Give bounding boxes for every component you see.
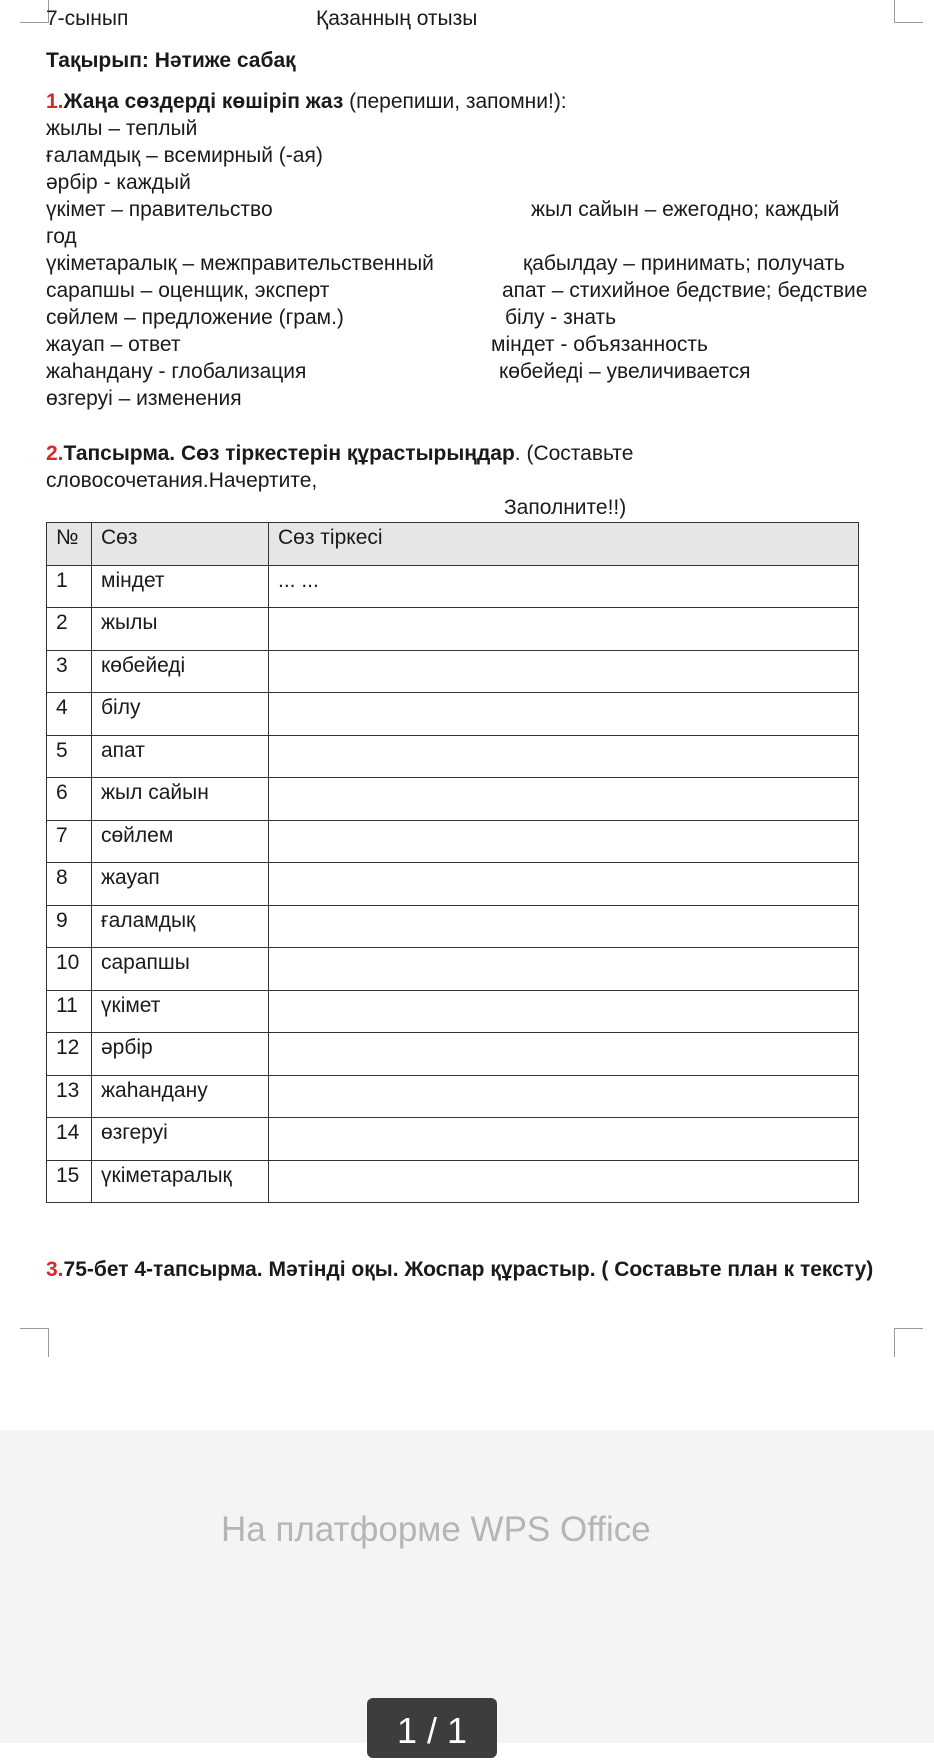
row-number: 2 [47,608,92,651]
table-row [47,735,859,778]
row-number: 11 [47,990,92,1033]
row-word: жаһандану [92,1075,269,1118]
table-row [47,948,859,991]
page-indicator[interactable]: 1 / 1 [367,1698,497,1758]
table-row [47,693,859,736]
vocabulary-table [46,522,859,1203]
table-row [47,608,859,651]
row-word: үкіметаралық [92,1160,269,1203]
vocab-left: үкімет – правительство [46,198,273,221]
table-row [47,905,859,948]
row-number: 15 [47,1160,92,1203]
task1-number: 1. [46,90,64,113]
task2-note-line3: Заполните!!) [504,496,627,519]
row-number: 1 [47,565,92,608]
row-phrase [269,990,859,1033]
row-number: 5 [47,735,92,778]
vocab-right: міндет - объязанность [491,333,708,356]
row-word: өзгеруі [92,1118,269,1161]
vocab-left: сарапшы – оценщик, эксперт [46,279,330,302]
page-corner-mark [894,1328,923,1357]
row-phrase [269,693,859,736]
row-number: 14 [47,1118,92,1161]
row-phrase [269,735,859,778]
row-word: ғаламдық [92,905,269,948]
row-word: жауап [92,863,269,906]
row-word: үкімет [92,990,269,1033]
task2-title: Тапсырма. Сөз тіркестерін құрастырыңдар [63,442,515,465]
viewer-footer [0,1430,934,1751]
header-number: № [47,523,92,566]
row-word: жыл сайын [92,778,269,821]
row-phrase [269,1033,859,1076]
row-number: 3 [47,650,92,693]
table-row [47,1033,859,1076]
row-phrase [269,1118,859,1161]
task1-note: (перепиши, запомни!): [349,90,567,113]
table-row [47,863,859,906]
table-row [47,820,859,863]
task3-text: 75-бет 4-тапсырма. Мәтінді оқы. Жоспар құрастыр. ( Составьте план к тексту) [63,1258,874,1281]
row-phrase [269,608,859,651]
page-corner-mark [20,1328,49,1357]
date-title: Қазанның отызы [316,7,478,30]
row-number: 6 [47,778,92,821]
row-number: 7 [47,820,92,863]
vocab-left: үкіметаралық – межправительственный [46,252,434,275]
lesson-title: Тақырып: Нәтиже сабақ [46,49,296,72]
vocab-left: сөйлем – предложение (грам.) [46,306,344,329]
task1-title: Жаңа сөздерді көшіріп жаз [63,90,344,113]
row-word: апат [92,735,269,778]
row-number: 10 [47,948,92,991]
page-corner-mark [20,0,49,23]
task2-note: . (Составьте [514,442,634,465]
row-phrase [269,1160,859,1203]
row-word: сөйлем [92,820,269,863]
task3-number: 3. [46,1258,64,1281]
wps-platform-label: На платформе WPS Office [221,1510,651,1549]
vocab-right: апат – стихийное бедствие; бедствие [502,279,868,302]
vocab-right: жыл сайын – ежегодно; каждый [531,198,840,221]
vocab-right: қабылдау – принимать; получать [523,252,845,275]
table-row [47,1118,859,1161]
task2-note-line2: словосочетания.Начертите, [46,469,318,492]
vocab-left: жылы – теплый [46,117,198,140]
task3-line [46,1257,873,1283]
task2-heading [46,441,633,467]
vocab-left: год [46,225,77,248]
vocab-right: көбейеді – увеличивается [499,360,751,383]
table-header-row [47,523,859,566]
row-phrase [269,778,859,821]
row-number: 9 [47,905,92,948]
row-number: 4 [47,693,92,736]
row-phrase [269,820,859,863]
vocab-left: жауап – ответ [46,333,181,356]
row-word: сарапшы [92,948,269,991]
vocab-left: жаһандану - глобализация [46,360,307,383]
vocab-left: өзгеруі – изменения [46,387,242,410]
row-phrase [269,905,859,948]
row-word: жылы [92,608,269,651]
vocab-right: білу - знать [505,306,617,329]
row-word: білу [92,693,269,736]
row-number: 13 [47,1075,92,1118]
row-phrase [269,948,859,991]
vocab-left: әрбір - каждый [46,171,191,194]
header-word: Сөз [92,523,269,566]
header-phrase: Сөз тіркесі [269,523,859,566]
task1-heading [46,89,567,115]
table-row [47,1075,859,1118]
row-number: 8 [47,863,92,906]
table-row [47,990,859,1033]
vocab-left: ғаламдық – всемирный (-ая) [46,144,323,167]
row-phrase [269,1075,859,1118]
row-word: міндет [92,565,269,608]
row-number: 12 [47,1033,92,1076]
table-row [47,778,859,821]
table-row [47,1160,859,1203]
table-row [47,565,859,608]
row-phrase: ... ... [269,565,859,608]
row-phrase [269,650,859,693]
row-word: көбейеді [92,650,269,693]
row-word: әрбір [92,1033,269,1076]
row-phrase [269,863,859,906]
page-corner-mark [894,0,923,23]
task2-number: 2. [46,442,64,465]
grade-label: 7-сынып [46,7,129,30]
table-row [47,650,859,693]
